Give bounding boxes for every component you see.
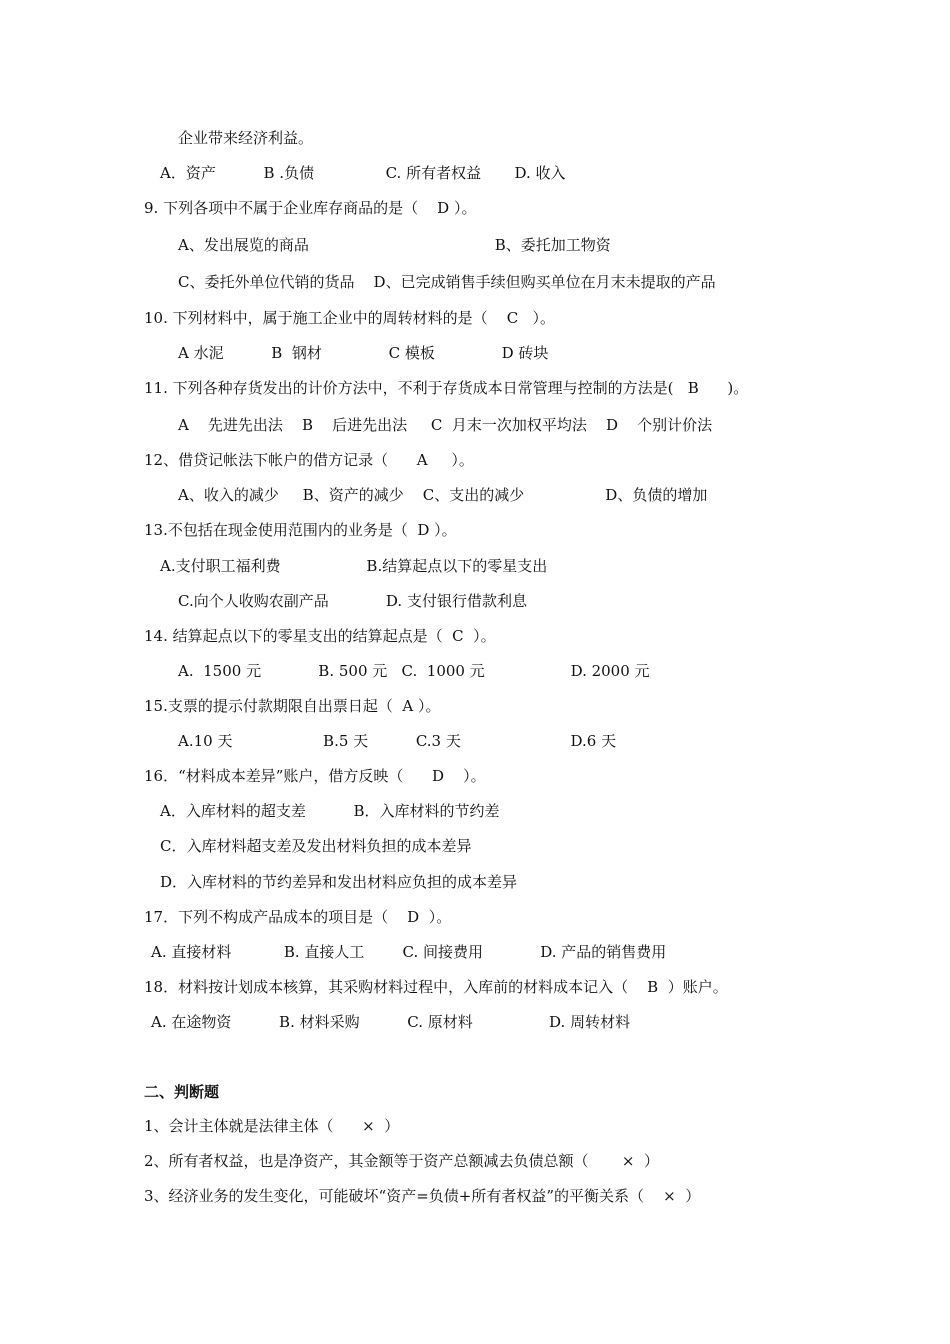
question-options: C、委托外单位代销的货品 D、已完成销售手续但购买单位在月末未提取的产品	[178, 273, 716, 291]
question-13: 13.不包括在现金使用范围内的业务是（ D ）。	[144, 521, 457, 539]
question-14: 14. 结算起点以下的零星支出的结算起点是（ C ）。	[144, 627, 496, 645]
question-options: C.向个人收购农副产品 D. 支付银行借款利息	[178, 592, 527, 610]
true-false-item: 1、会计主体就是法律主体（ × ）	[144, 1117, 400, 1135]
question-9: 9. 下列各项中不属于企业库存商品的是（ D ）。	[144, 199, 477, 217]
question-options: A. 在途物资 B. 材料采购 C. 原材料 D. 周转材料	[151, 1013, 631, 1031]
question-options: A.10 天 B.5 天 C.3 天 D.6 天	[178, 732, 617, 750]
question-18: 18．材料按计划成本核算，其采购材料过程中，入库前的材料成本记入（ B ）账户。	[144, 978, 728, 996]
question-options: C．入库材料超支差及发出材料负担的成本差异	[160, 837, 472, 855]
question-11: 11. 下列各种存货发出的计价方法中，不利于存货成本日常管理与控制的方法是( B )。	[144, 379, 749, 397]
question-17: 17．下列不构成产品成本的项目是（ D ）。	[144, 908, 452, 926]
question-options: A. 1500 元 B. 500 元 C. 1000 元 D. 2000 元	[178, 662, 650, 680]
question-15: 15.支票的提示付款期限自出票日起（ A ）。	[144, 697, 441, 715]
text-line: 企业带来经济利益。	[178, 129, 314, 147]
question-options: A.支付职工福利费 B.结算起点以下的零星支出	[160, 557, 548, 575]
question-12: 12、借贷记帐法下帐户的借方记录（ A ）。	[144, 451, 474, 469]
question-options: A、发出展览的商品 B、委托加工物资	[178, 236, 611, 254]
question-options: D．入库材料的节约差异和发出材料应负担的成本差异	[160, 873, 518, 891]
section-heading: 二、判断题	[144, 1083, 220, 1101]
question-10: 10. 下列材料中，属于施工企业中的周转材料的是（ C ）。	[144, 309, 555, 327]
question-options: A. 直接材料 B. 直接人工 C. 间接费用 D. 产品的销售费用	[151, 943, 667, 961]
question-options: A 水泥 B 钢材 C 模板 D 砖块	[178, 344, 549, 362]
true-false-item: 2、所有者权益，也是净资产，其金额等于资产总额减去负债总额（ × ）	[144, 1152, 660, 1170]
question-options: A 先进先出法 B 后进先出法 C 月末一次加权平均法 D 个别计价法	[178, 416, 713, 434]
question-16: 16．“材料成本差异”账户，借方反映（ D ）。	[144, 767, 486, 785]
true-false-item: 3、经济业务的发生变化，可能破坏“资产=负债+所有者权益”的平衡关系（ × ）	[144, 1187, 701, 1205]
question-options: A、收入的减少 B、资产的减少 C、支出的减少 D、负债的增加	[178, 486, 708, 504]
question-options: A．入库材料的超支差 B．入库材料的节约差	[160, 802, 500, 820]
question-options: A．资产 B .负债 C. 所有者权益 D. 收入	[160, 164, 566, 182]
